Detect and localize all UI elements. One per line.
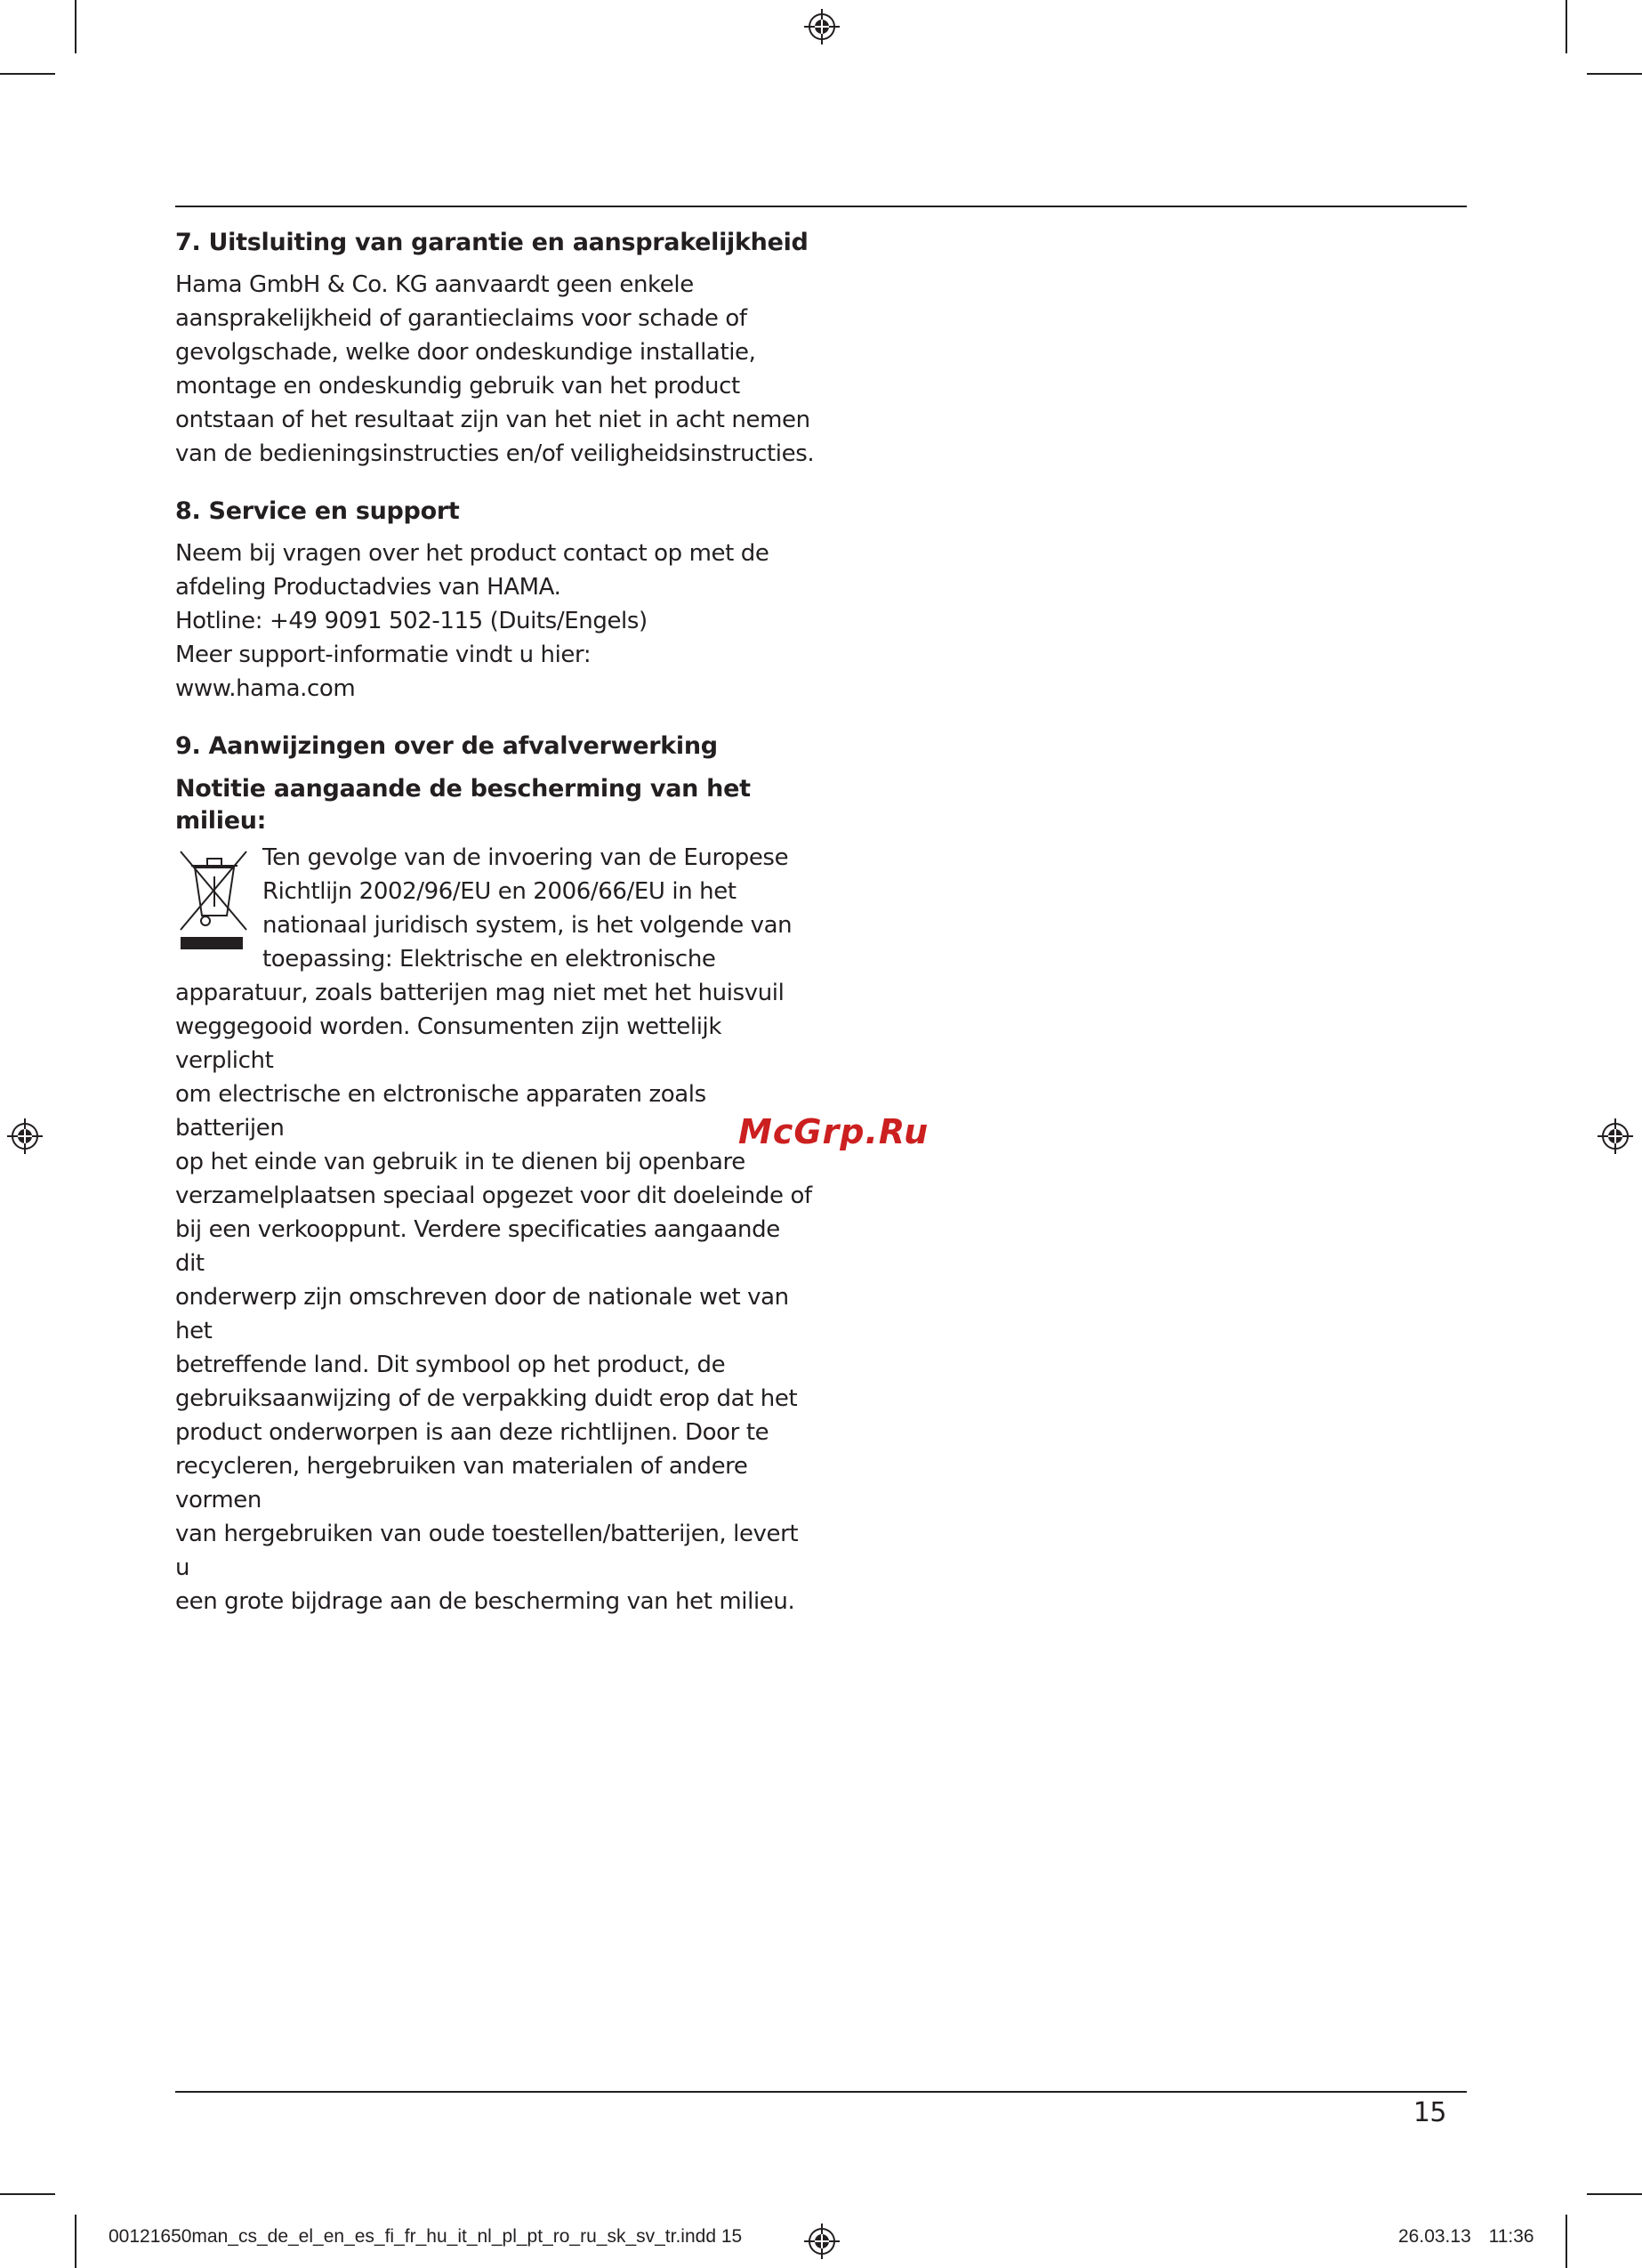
text-line: montage en ondeskundig gebruik van het product [175,373,740,400]
crop-mark-bottom-right-v [1566,2215,1567,2268]
registration-mark-icon [804,9,840,44]
section-heading: 9. Aanwijzingen over de afvalverwerking [175,732,718,760]
text-line: onderwerp zijn omschreven door de nationale wet van het [175,1284,789,1344]
crop-mark-top-left-v [75,0,76,53]
slug-time: 11:36 [1488,2226,1534,2247]
section-subheading: Notitie aangaande de bescherming van het milieu: [175,775,751,835]
crop-mark-bottom-right-h [1587,2193,1642,2195]
crop-mark-bottom-left-v [75,2215,76,2268]
text-line: Neem bij vragen over het product contact op met de [175,540,769,567]
text-line: aansprakelijkheid of garantieclaims voor schade of [175,305,747,332]
text-line: gevolgschade, welke door ondeskundige installatie, [175,339,756,366]
text-line: een grote bijdrage aan de bescherming van het milieu. [175,1588,795,1615]
crop-mark-bottom-left-h [0,2193,55,2195]
page-number: 15 [1413,2097,1446,2128]
slug-filename: 00121650man_cs_de_el_en_es_fi_fr_hu_it_nl_pl_pt_ro_ru_sk_sv_tr.indd 15 [109,2226,743,2247]
text-line: nationaal juridisch system, is het volgende van [262,912,793,939]
text-line: betreffende land. Dit symbool op het product, de [175,1352,726,1378]
text-line: toepassing: Elektrische en elektronische [262,946,716,973]
crop-mark-top-left-h [0,73,55,75]
text-line: recycleren, hergebruiken van materialen of andere vormen [175,1453,748,1513]
registration-mark-icon [1598,1118,1633,1154]
section-warranty [175,227,816,471]
text-line: om electrische en elctronische apparaten zoals batterijen [175,1081,706,1142]
text-line: Richtlijn 2002/96/EU en 2006/66/EU in het [262,878,736,905]
watermark: McGrp.Ru [738,1112,930,1151]
text-line: ontstaan of het resultaat zijn van het niet in acht nemen [175,407,810,433]
text-line: Ten gevolge van de invoering van de Europese [262,844,789,871]
hotline-text: Hotline: +49 9091 502-115 (Duits/Engels) [175,608,648,634]
slug-date: 26.03.13 [1398,2226,1471,2247]
registration-mark-icon [7,1118,43,1154]
section-heading: 8. Service en support [175,497,460,525]
bottom-rule [175,2091,1467,2093]
section-service-support [175,496,816,706]
slug-datetime [1398,2226,1534,2248]
page-content [175,227,816,1643]
text-line: bij een verkooppunt. Verdere specificaties aangaande dit [175,1216,780,1277]
text-line: Hama GmbH & Co. KG aanvaardt geen enkele [175,271,694,298]
crop-mark-top-right-v [1566,0,1567,53]
top-rule [175,206,1467,207]
section-heading: 7. Uitsluiting van garantie en aansprakelijkheid [175,229,809,256]
crossed-out-wheelie-bin-icon [175,844,252,951]
text-line: afdeling Productadvies van HAMA. [175,574,561,601]
text-line: op het einde van gebruik in te dienen bij openbare [175,1149,745,1175]
text-line: product onderworpen is aan deze richtlijnen. Door te [175,1419,769,1446]
registration-mark-icon [804,2224,840,2259]
section-disposal [175,730,816,1618]
text-line: gebruiksaanwijzing of de verpakking duidt erop dat het [175,1385,798,1412]
text-line: apparatuur, zoals batterijen mag niet met het huisvuil [175,980,785,1006]
text-line: van de bedieningsinstructies en/of veiligheidsinstructies. [175,440,815,467]
text-line: weggegooid worden. Consumenten zijn wettelijk verplicht [175,1013,721,1074]
crop-mark-top-right-h [1587,73,1642,75]
text-line: van hergebruiken van oude toestellen/batterijen, levert u [175,1521,799,1581]
text-line: verzamelplaatsen speciaal opgezet voor dit doeleinde of [175,1182,812,1209]
website-link[interactable]: www.hama.com [175,675,356,702]
text-line: Meer support-informatie vindt u hier: [175,642,592,668]
